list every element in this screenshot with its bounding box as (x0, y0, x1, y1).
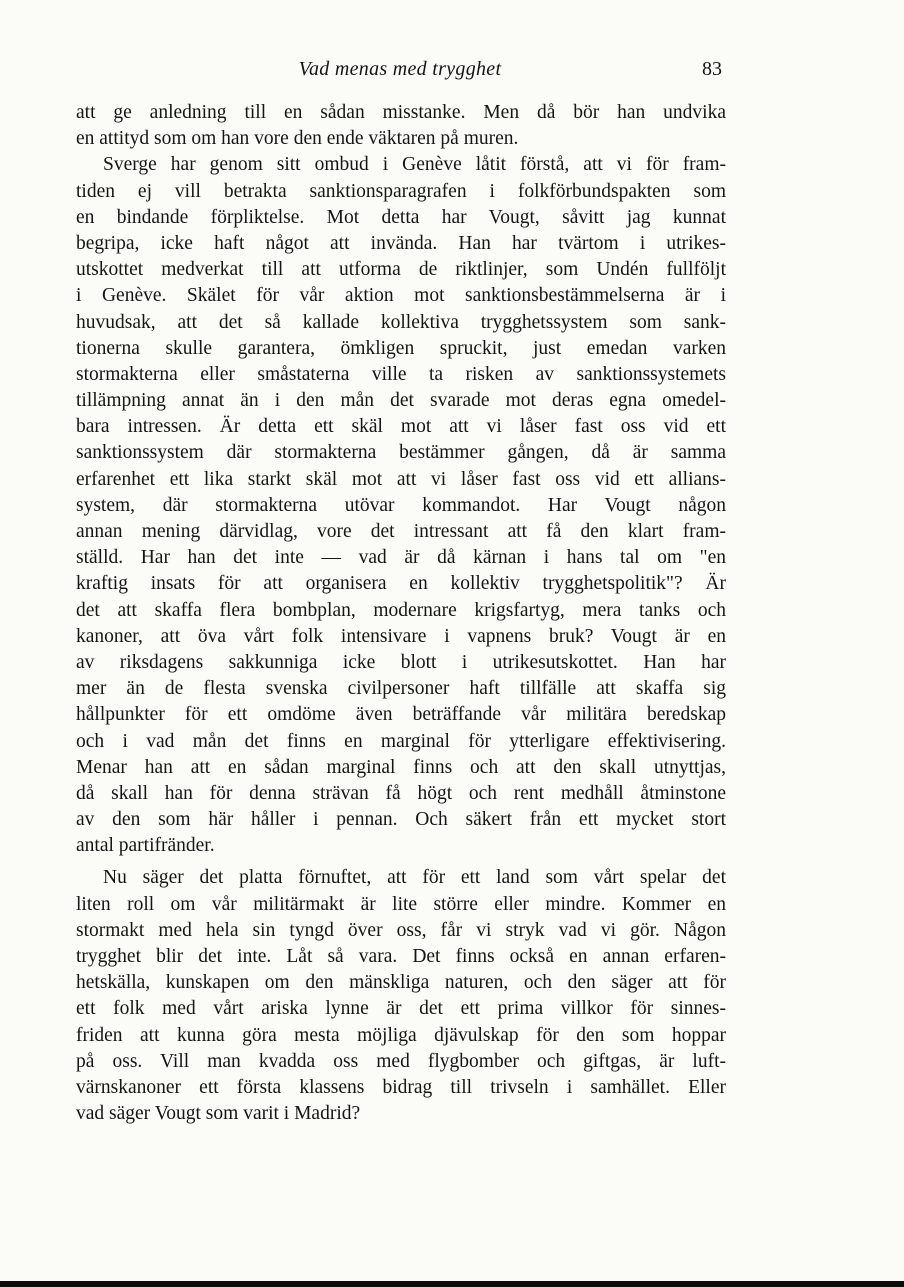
text-line: det att skaffa flera bombplan, modernare krigsfartyg, mera tanks och (76, 599, 726, 621)
text-line: en bindande förpliktelse. Mot detta har Vougt, såvitt jag kunnat (76, 206, 726, 228)
text-line: värnskanoner ett första klassens bidrag till trivseln i samhället. Eller (76, 1076, 726, 1098)
text-line: hållpunkter för ett omdöme även beträffande vår militära beredskap (76, 704, 726, 726)
paragraph-3 (76, 865, 726, 1127)
text-line: att ge anledning till en sådan misstanke. Men då bör han undvika (76, 102, 726, 123)
text-line: då skall han för denna strävan få högt och rent medhåll åtminstone (76, 782, 726, 804)
text-line: erfarenhet ett lika starkt skäl mot att vi låser fast oss vid ett allians- (76, 468, 726, 490)
text-line: huvudsak, att det så kallade kollektiva trygghetssystem som sank- (76, 311, 726, 333)
text-line: ett folk med vårt ariska lynne är det ett prima villkor för sinnes- (76, 998, 726, 1020)
text-line: stormakt med hela sin tyngd över oss, får vi stryk vad vi gör. Någon (76, 919, 726, 941)
text-line: kanoner, att öva vårt folk intensivare i vapnens bruk? Vougt är en (76, 625, 726, 647)
text-line: stormakterna eller småstaterna ville ta risken av sanktionssystemets (76, 363, 726, 385)
text-line: Nu säger det platta förnuftet, att för ett land som vårt spelar det (103, 867, 726, 889)
text-line: tiden ej vill betrakta sanktionsparagrafen i folkförbundspakten som (76, 180, 726, 202)
text-line: utskottet medverkat till att utforma de riktlinjer, som Undén fullföljt (76, 259, 726, 281)
text-line: tillämpning annat än i den mån det svarade mot deras egna omedel- (76, 390, 726, 412)
text-line: i Genève. Skälet för vår aktion mot sanktionsbestämmelserna är i (76, 285, 726, 307)
text-line: tionerna skulle garantera, ömkligen spruckit, just emedan varken (76, 337, 726, 359)
text-line: annan mening därvidlag, vore det intressant att få den klart fram- (76, 521, 726, 542)
text-line: begripa, icke haft något att invända. Han har tvärtom i utrikes- (76, 232, 726, 254)
text-line: kraftig insats för att organisera en kollektiv trygghetspolitik"? Är (76, 573, 726, 595)
paragraph-1 (76, 100, 726, 152)
text-line: Menar han att en sådan marginal finns och att den skall utnyttjas, (76, 756, 726, 778)
text-line: vad säger Vougt som varit i Madrid? (76, 1103, 361, 1125)
text-line: ställd. Har han det inte — vad är då kärnan i hans tal om "en (76, 547, 726, 569)
text-line: av den som här håller i pennan. Och säkert från ett mycket stort (76, 809, 726, 831)
text-line: bara intressen. Är detta ett skäl mot att vi låser fast oss vid ett (76, 416, 726, 438)
text-line: på oss. Vill man kvadda oss med flygbomber och giftgas, är luft- (76, 1050, 726, 1072)
text-line: Sverge har genom sitt ombud i Genève låtit förstå, att vi för fram- (103, 154, 726, 176)
running-header (76, 58, 724, 88)
text-line: sanktionssystem där stormakterna bestämmer gången, då är samma (76, 442, 726, 464)
text-line: friden att kunna göra mesta möjliga djävulskap för den som hoppar (76, 1024, 726, 1046)
text-line: liten roll om vår militärmakt är lite större eller mindre. Kommer en (76, 893, 726, 915)
text-line: antal partifränder. (76, 835, 215, 857)
paragraph-2 (76, 152, 726, 859)
text-line: och i vad mån det finns en marginal för ytterligare effektivisering. (76, 730, 726, 752)
body-text (76, 100, 726, 1127)
text-line: system, där stormakterna utövar kommandot. Har Vougt någon (76, 494, 726, 516)
text-line: hetskälla, kunskapen om den mänskliga naturen, och den säger att för (76, 972, 726, 994)
page-number: 83 (702, 58, 722, 80)
chapter-title: Vad menas med trygghet (298, 58, 502, 80)
text-line: trygghet blir det inte. Låt så vara. Det finns också en annan erfaren- (76, 946, 726, 967)
text-line: av riksdagens sakkunniga icke blott i utrikesutskottet. Han har (76, 651, 726, 673)
text-line: mer än de flesta svenska civilpersoner haft tillfälle att skaffa sig (76, 678, 726, 700)
scan-bottom-edge (0, 1281, 904, 1287)
text-line: en attityd som om han vore den ende väktaren på muren. (76, 128, 519, 150)
